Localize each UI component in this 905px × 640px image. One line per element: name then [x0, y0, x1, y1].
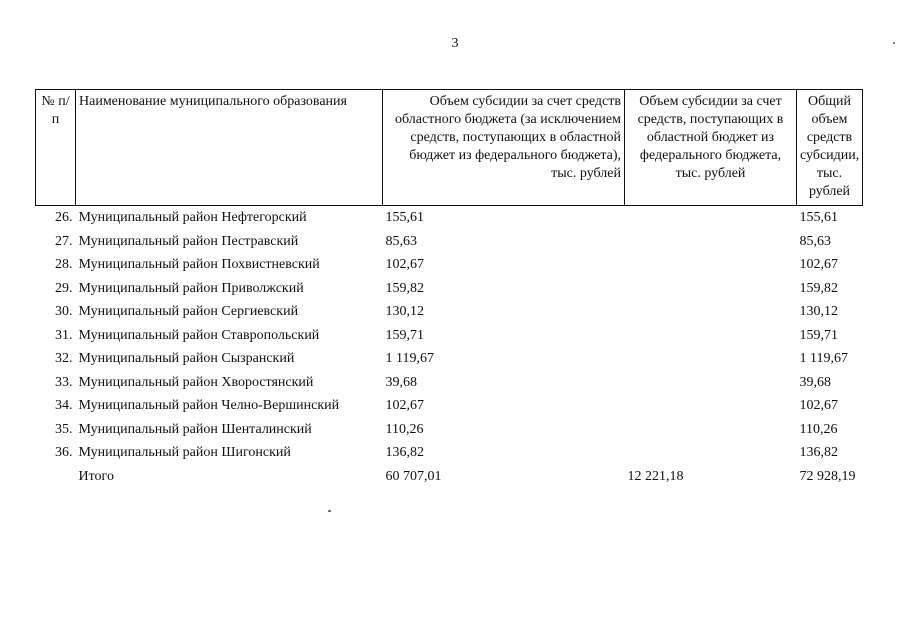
- regional-budget-value: 85,63: [385, 233, 417, 249]
- row-number: 36.: [55, 445, 73, 460]
- federal-budget-value: [625, 441, 797, 465]
- row-number: 27.: [55, 233, 73, 249]
- row-number: 32.: [55, 351, 73, 366]
- row-number: 33.: [55, 374, 73, 390]
- municipality-name: Муниципальный район Нефтегорский: [78, 210, 307, 225]
- federal-budget-value: [625, 418, 797, 442]
- total-value: 102,67: [799, 398, 838, 413]
- municipality-name: Муниципальный район Хворостянский: [78, 374, 314, 390]
- table-row: [36, 347, 863, 371]
- municipality-name: Муниципальный район Сергиевский: [78, 304, 299, 319]
- total-value: 39,68: [799, 374, 831, 390]
- municipality-name: Муниципальный район Приволжский: [78, 280, 304, 296]
- regional-budget-value: 102,67: [385, 257, 424, 272]
- table-row: [36, 206, 863, 230]
- regional-budget-value: 102,67: [385, 398, 424, 413]
- municipality-name: Итого: [78, 468, 114, 484]
- row-number: 34.: [55, 398, 73, 413]
- total-value: 136,82: [799, 445, 838, 460]
- total-row: [36, 465, 863, 489]
- federal-budget-value: [625, 347, 797, 371]
- table-row: [36, 371, 863, 395]
- table-body: [36, 206, 863, 489]
- table-row: [36, 277, 863, 301]
- table-row: [36, 253, 863, 277]
- municipality-name: Муниципальный район Челно-Вершинский: [78, 398, 340, 413]
- regional-budget-value: 159,82: [385, 280, 424, 296]
- federal-budget-value: [625, 300, 797, 324]
- table-row: [36, 300, 863, 324]
- row-number: 30.: [55, 304, 73, 319]
- municipality-name: Муниципальный район Шигонский: [78, 445, 291, 460]
- municipality-name: Муниципальный район Сызранский: [78, 351, 295, 366]
- header-num: № п/п: [36, 90, 76, 206]
- scan-speck: [328, 510, 331, 512]
- row-number: 26.: [55, 210, 73, 225]
- regional-budget-value: 60 707,01: [385, 468, 442, 484]
- total-value: 159,71: [799, 327, 838, 343]
- municipality-name: Муниципальный район Ставропольский: [78, 327, 320, 343]
- total-value: 159,82: [799, 280, 838, 296]
- federal-budget-value: [625, 230, 797, 254]
- federal-budget-value: [625, 253, 797, 277]
- total-value: 155,61: [799, 210, 838, 225]
- row-number: 35.: [55, 421, 73, 437]
- header-row: [36, 90, 863, 206]
- regional-budget-value: 110,26: [385, 421, 424, 437]
- regional-budget-value: 159,71: [385, 327, 424, 343]
- row-number: 29.: [55, 280, 73, 296]
- total-value: 130,12: [799, 304, 838, 319]
- federal-budget-value: [625, 324, 797, 348]
- header-name: Наименование муниципального образования: [76, 90, 383, 206]
- page-number: 3: [451, 36, 459, 51]
- header-regional-budget: Объем субсидии за счет средств областного бюджета (за исключением средств, поступающих в областной бюджет из федерального бюджета), тыс. рублей: [383, 90, 625, 206]
- municipality-name: Муниципальный район Шенталинский: [78, 421, 312, 437]
- total-value: 1 119,67: [799, 351, 848, 366]
- row-number: 31.: [55, 327, 73, 343]
- row-number: 28.: [55, 257, 73, 272]
- total-value: 110,26: [799, 421, 838, 437]
- total-value: 85,63: [799, 233, 831, 249]
- table-row: [36, 230, 863, 254]
- municipality-name: Муниципальный район Похвистневский: [78, 257, 320, 272]
- table-row: [36, 324, 863, 348]
- row-number: [36, 465, 76, 489]
- header-federal-budget: Объем субсидии за счет средств, поступающих в областной бюджет из федерального бюджета, тыс. рублей: [625, 90, 797, 206]
- regional-budget-value: 39,68: [385, 374, 417, 390]
- total-value: 72 928,19: [799, 468, 856, 484]
- federal-budget-value: [625, 206, 797, 230]
- municipality-name: Муниципальный район Пестравский: [78, 233, 299, 249]
- header-total: Общий объем средств субсидии, тыс. рублей: [797, 90, 863, 206]
- table-row: [36, 418, 863, 442]
- federal-budget-value: 12 221,18: [627, 468, 684, 484]
- subsidy-table: [35, 89, 863, 488]
- scan-speck: [893, 42, 895, 44]
- table-header: [36, 90, 863, 206]
- regional-budget-value: 130,12: [385, 304, 424, 319]
- total-value: 102,67: [799, 257, 838, 272]
- federal-budget-value: [625, 277, 797, 301]
- table-row: [36, 394, 863, 418]
- federal-budget-value: [625, 394, 797, 418]
- regional-budget-value: 155,61: [385, 210, 424, 225]
- regional-budget-value: 136,82: [385, 445, 424, 460]
- federal-budget-value: [625, 371, 797, 395]
- regional-budget-value: 1 119,67: [385, 351, 434, 366]
- table-row: [36, 441, 863, 465]
